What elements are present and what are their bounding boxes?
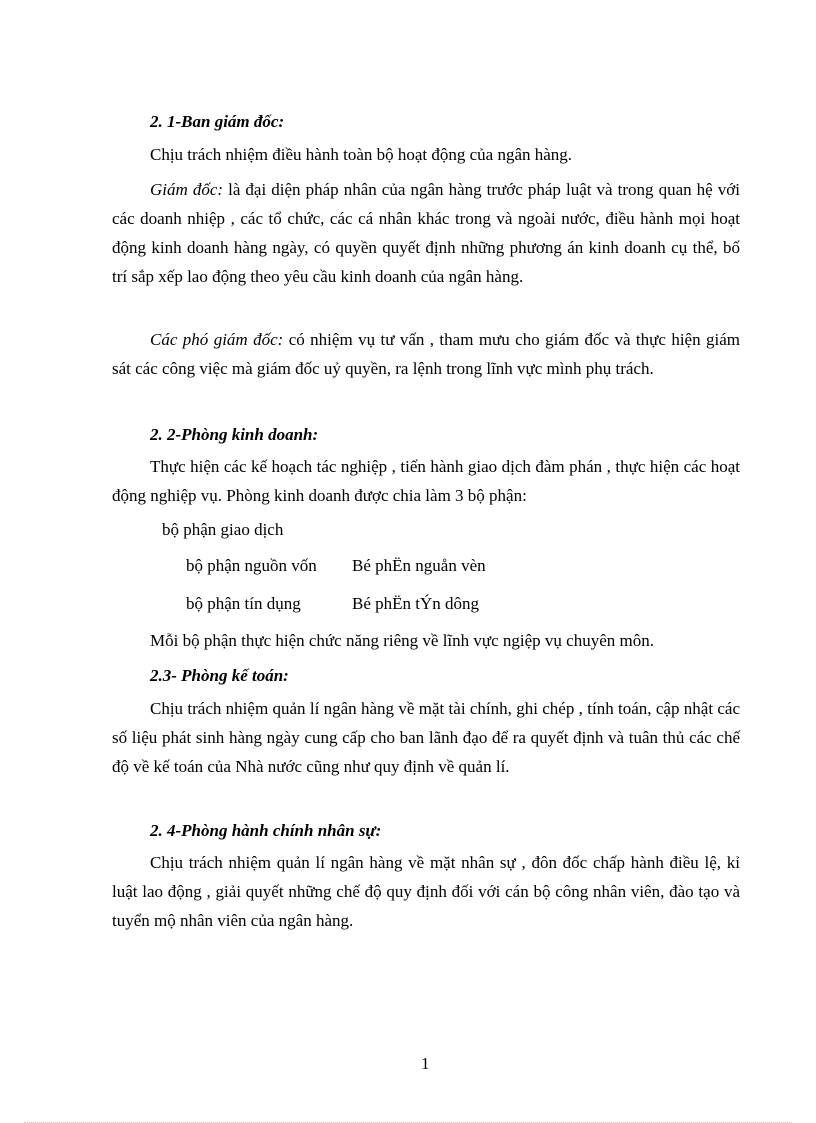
section-heading-hr: 2. 4-Phòng hành chính nhân sự: — [150, 821, 382, 840]
paragraph-deputy-directors — [112, 325, 740, 383]
unit-credit-legacy-encoding: Bé phËn tÝn dông — [352, 594, 480, 613]
deputy-description: có nhiệm vụ tư vấn , tham mưu cho giám đốc và thực hiện giám sát các công việc mà giám đốc uỷ quyền, ra lệnh trong lĩnh vực mình phụ trách. — [112, 330, 740, 378]
page-number: 1 — [421, 1054, 430, 1073]
unit-capital: bộ phận nguồn vốn — [186, 556, 317, 575]
section-heading-business: 2. 2-Phòng kinh doanh: — [150, 425, 319, 444]
paragraph-hr: Chịu trách nhiệm quản lí ngân hàng về mặt nhân sự , đôn đốc chấp hành điều lệ, kỉ luật lao động , giải quyết những chế độ quy định đối với cán bộ công nhân viên, đào tạo và tuyển mộ nhân viên của ngân hàng. — [112, 853, 740, 930]
paragraph-accounting: Chịu trách nhiệm quản lí ngân hàng về mặt tài chính, ghi chép , tính toán, cập nhật các số liệu phát sinh hàng ngày cung cấp cho ban lãnh đạo để ra quyết định và tuân thủ các chế độ về kế toán của Nhà nước cũng như quy định về quản lí. — [112, 699, 740, 776]
director-description: là đại diện pháp nhân của ngân hàng trước pháp luật và trong quan hệ với các doanh nhiệp , các tổ chức, các cá nhân khác trong và ngoài nước, điều hành mọi hoạt động kinh doanh hàng ngày, có quyền quyết định những phương án kinh doanh cụ thể, bố trí sắp xếp lao động theo yêu cầu kinh doanh của ngân hàng. — [112, 180, 740, 286]
director-term: Giám đốc: — [150, 180, 224, 199]
deputy-term: Các phó giám đốc: — [150, 330, 284, 349]
paragraph-board-intro: Chịu trách nhiệm điều hành toàn bộ hoạt động của ngân hàng. — [150, 145, 573, 164]
section-heading-board: 2. 1-Ban giám đốc: — [150, 112, 285, 131]
business-closing-line: Mỗi bộ phận thực hiện chức năng riêng về lĩnh vực ngiệp vụ chuyên môn. — [150, 631, 654, 650]
section-heading-accounting: 2.3- Phòng kế toán: — [150, 666, 289, 685]
paragraph-business: Thực hiện các kế hoạch tác nghiệp , tiến hành giao dịch đàm phán , thực hiện các hoạt động nghiệp vụ. Phòng kinh doanh được chia làm 3 bộ phận: — [112, 457, 740, 505]
unit-capital-legacy-encoding: Bé phËn nguån vèn — [352, 556, 486, 575]
unit-transactions: bộ phận giao dịch — [162, 520, 284, 539]
paragraph-director — [112, 175, 740, 291]
unit-credit: bộ phận tín dụng — [186, 594, 301, 613]
